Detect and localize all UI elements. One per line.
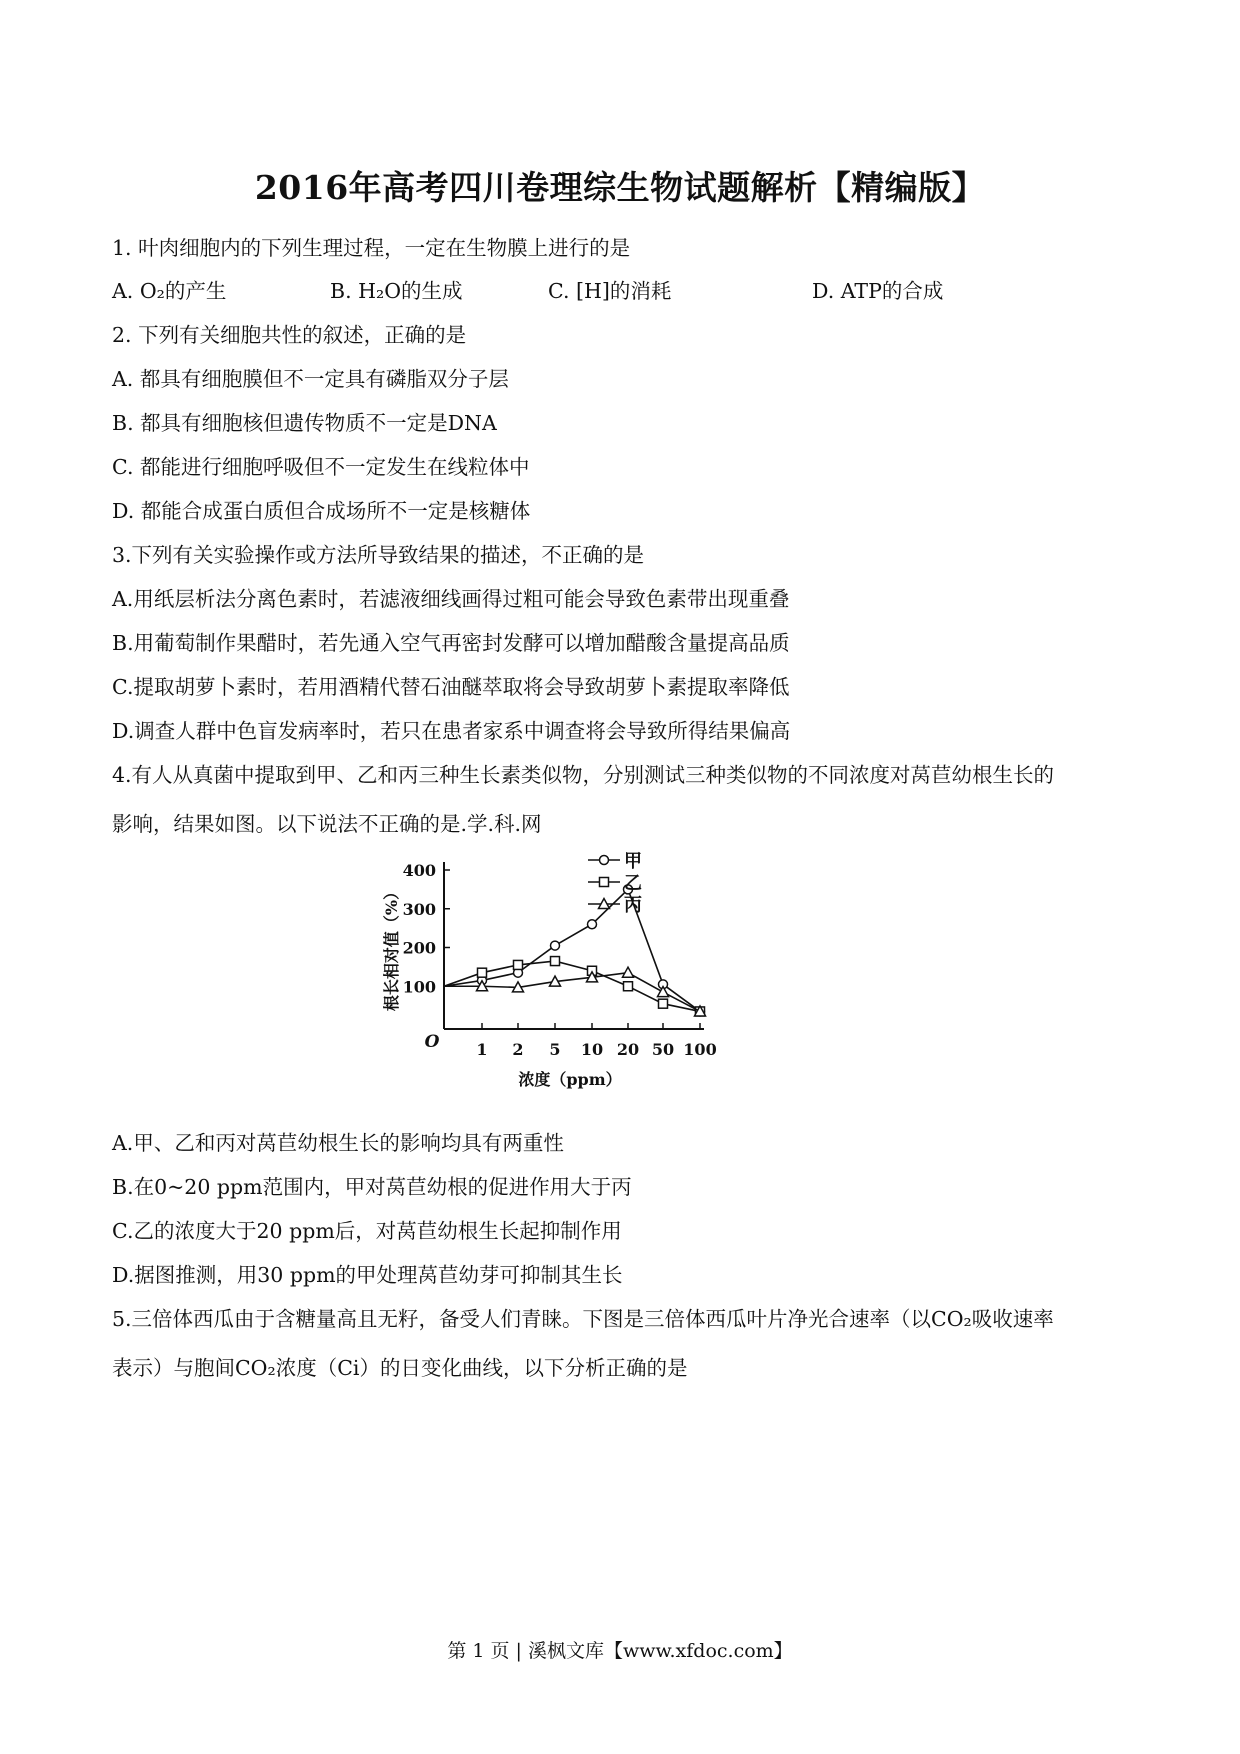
data-point-乙 xyxy=(551,957,560,966)
x-axis-label: 浓度（ppm） xyxy=(518,1070,622,1089)
data-point-乙 xyxy=(659,999,668,1008)
data-point-甲 xyxy=(551,941,560,950)
plot-area xyxy=(382,851,717,1089)
question-1-option-c: C. [H]的消耗 xyxy=(548,279,672,303)
question-3-stem: 3.下列有关实验操作或方法所导致结果的描述，不正确的是 xyxy=(112,543,645,567)
question-5-stem-line2: 表示）与胞间CO₂浓度（Ci）的日变化曲线，以下分析正确的是 xyxy=(112,1356,688,1380)
question-3-option-b: B.用葡萄制作果醋时，若先通入空气再密封发酵可以增加醋酸含量提高品质 xyxy=(112,631,790,655)
question-1-option-b: B. H₂O的生成 xyxy=(330,279,463,303)
question-4-option-c: C.乙的浓度大于20 ppm后，对莴苣幼根生长起抑制作用 xyxy=(112,1219,622,1243)
legend-marker-甲 xyxy=(600,856,609,865)
data-point-乙 xyxy=(514,960,523,969)
question-3-option-d: D.调查人群中色盲发病率时，若只在患者家系中调查将会导致所得结果偏高 xyxy=(112,719,791,743)
question-2-option-d: D. 都能合成蛋白质但合成场所不一定是核糖体 xyxy=(112,499,531,523)
question-1-stem: 1. 叶肉细胞内的下列生理过程，一定在生物膜上进行的是 xyxy=(112,236,631,260)
origin-label: O xyxy=(424,1032,440,1052)
root-growth-chart xyxy=(360,848,730,1108)
x-tick-label: 20 xyxy=(616,1040,640,1059)
data-point-甲 xyxy=(588,920,597,929)
y-tick-label: 300 xyxy=(402,899,436,919)
question-2-option-c: C. 都能进行细胞呼吸但不一定发生在线粒体中 xyxy=(112,455,530,479)
question-3-option-a: A.用纸层析法分离色素时，若滤液细线画得过粗可能会导致色素带出现重叠 xyxy=(112,587,790,611)
question-4-stem-line2: 影响，结果如图。以下说法不正确的是.学.科.网 xyxy=(112,812,542,836)
question-3-option-c: C.提取胡萝卜素时，若用酒精代替石油醚萃取将会导致胡萝卜素提取率降低 xyxy=(112,675,790,699)
x-tick-label: 50 xyxy=(651,1040,675,1059)
y-tick-label: 400 xyxy=(402,861,436,880)
x-tick-label: 1 xyxy=(476,1040,488,1059)
question-4-option-a: A.甲、乙和丙对莴苣幼根生长的影响均具有两重性 xyxy=(112,1131,564,1155)
data-point-乙 xyxy=(478,968,487,977)
question-2-option-b: B. 都具有细胞核但遗传物质不一定是DNA xyxy=(112,411,497,435)
question-4-option-d: D.据图推测，用30 ppm的甲处理莴苣幼芽可抑制其生长 xyxy=(112,1263,623,1287)
question-1-option-a: A. O₂的产生 xyxy=(112,279,227,303)
data-point-乙 xyxy=(624,982,633,991)
page-footer: 第 1 页 | 溪枫文库【www.xfdoc.com】 xyxy=(447,1640,793,1662)
y-tick-label: 100 xyxy=(402,977,436,997)
question-5-stem-line1: 5.三倍体西瓜由于含糖量高且无籽，备受人们青睐。下图是三倍体西瓜叶片净光合速率（以CO₂吸收速率 xyxy=(112,1307,1054,1331)
x-tick-label: 5 xyxy=(549,1040,561,1059)
x-tick-label: 2 xyxy=(512,1040,524,1059)
question-2-option-a: A. 都具有细胞膜但不一定具有磷脂双分子层 xyxy=(112,367,509,391)
legend-label-乙: 乙 xyxy=(624,873,642,894)
legend-label-甲: 甲 xyxy=(624,851,642,872)
y-axis-label: 根长相对值（%） xyxy=(382,883,401,1012)
x-tick-label: 10 xyxy=(580,1040,604,1059)
legend-label-丙: 丙 xyxy=(624,895,642,916)
question-4-stem-line1: 4.有人从真菌中提取到甲、乙和丙三种生长素类似物，分别测试三种类似物的不同浓度对莴苣幼根生长的 xyxy=(112,763,1055,787)
question-2-stem: 2. 下列有关细胞共性的叙述，正确的是 xyxy=(112,323,467,347)
legend-marker-乙 xyxy=(600,878,609,887)
page-title: 2016年高考四川卷理综生物试题解析【精编版】 xyxy=(254,168,986,207)
y-tick-label: 200 xyxy=(402,938,436,958)
x-tick-label: 100 xyxy=(683,1040,717,1059)
data-point-丙 xyxy=(623,967,634,977)
question-4-option-b: B.在0~20 ppm范围内，甲对莴苣幼根的促进作用大于丙 xyxy=(112,1175,632,1199)
question-1-option-d: D. ATP的合成 xyxy=(812,279,944,303)
